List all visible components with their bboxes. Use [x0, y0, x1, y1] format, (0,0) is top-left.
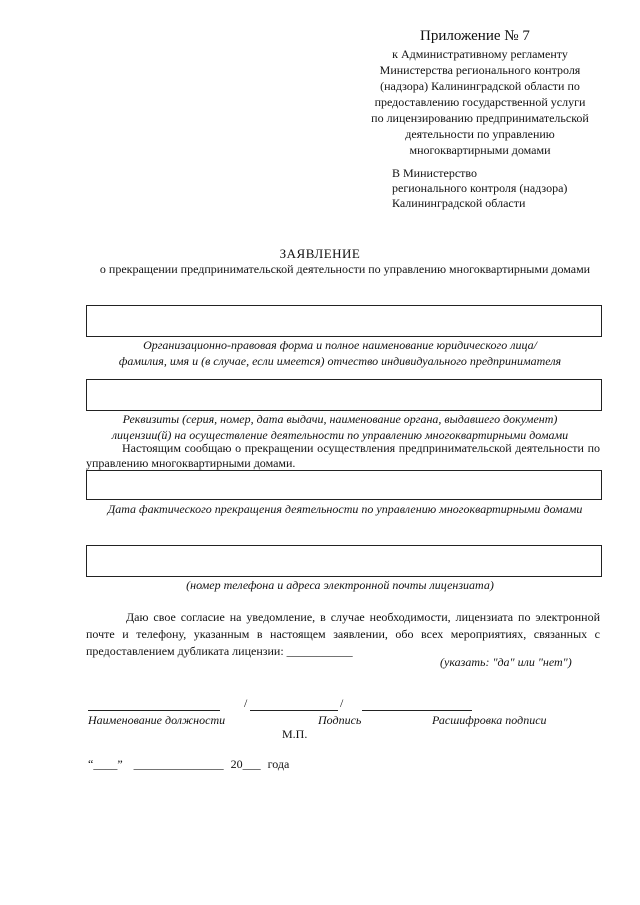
signature-slash-left: / [244, 696, 248, 710]
caption-line: Реквизиты (серия, номер, дата выдачи, наименование органа, выдавшего документ) [122, 412, 558, 426]
signature-label: Подпись [318, 713, 362, 727]
organization-name-caption [60, 337, 620, 369]
appendix-line: деятельности по управлению [405, 127, 555, 141]
decoding-line[interactable] [362, 710, 472, 711]
signature-slash-right: / [340, 696, 344, 710]
decoding-label: Расшифровка подписи [432, 713, 547, 727]
contacts-field[interactable] [86, 545, 602, 577]
date-line [88, 757, 289, 772]
appendix-reference [355, 46, 605, 158]
appendix-line: предоставлению государственной услуги [374, 95, 586, 109]
caption-line: фамилия, имя и (в случае, если имеется) отчество индивидуального предпринимателя [118, 354, 562, 368]
appendix-line: многоквартирными домами [409, 143, 551, 157]
appendix-line: к Административному регламенту [392, 47, 568, 61]
document-title: ЗАЯВЛЕНИЕ [279, 246, 361, 261]
contacts-caption: (номер телефона и адреса электронной почты лицензиата) [186, 578, 494, 592]
consent-text: Даю свое согласие на уведомление, в случае необходимости, лицензиата по электронной почте и телефону, указанным в настоящем заявлении, обо всех мероприятиях, связанных с предоставлением дубликата лицензии: ___________ [86, 610, 600, 658]
date-open-quote: “ [88, 757, 94, 771]
appendix-line: Министерства регионального контроля [379, 63, 581, 77]
document-subtitle: о прекращении предпринимательской деятельности по управлению многоквартирными домами [99, 262, 591, 276]
appendix-title: Приложение № 7 [420, 28, 530, 44]
addressee-line: регионального контроля (надзора) [392, 181, 568, 195]
termination-notice: Настоящим сообщаю о прекращении осуществления предпринимательской деятельности по управлению многоквартирными домами. [86, 441, 600, 470]
stamp-placeholder: М.П. [282, 727, 308, 741]
termination-date-caption: Дата фактического прекращения деятельности по управлению многоквартирными домами [107, 502, 583, 516]
caption-line: лицензии(й) на осуществление деятельности по управлению многоквартирными домами [111, 428, 569, 442]
addressee-line: В Министерство [392, 166, 477, 180]
license-details-field[interactable] [86, 379, 602, 411]
appendix-line: по лицензированию предпринимательской [371, 111, 589, 125]
termination-date-field[interactable] [86, 470, 602, 500]
position-label: Наименование должности [88, 713, 226, 727]
appendix-line: (надзора) Калининградской области по [380, 79, 580, 93]
date-close-quote: ” [117, 757, 123, 771]
date-day-blank[interactable]: ____ [93, 757, 118, 771]
date-year[interactable]: 20___ [230, 757, 261, 771]
organization-name-field[interactable] [86, 305, 602, 337]
consent-hint: (указать: "да" или "нет") [440, 655, 572, 669]
caption-line: Организационно-правовая форма и полное наименование юридического лица/ [143, 338, 537, 352]
date-year-word: года [267, 757, 290, 771]
position-line[interactable] [88, 710, 220, 711]
addressee-line: Калининградской области [392, 196, 526, 210]
date-month-blank[interactable]: _______________ [133, 757, 224, 771]
license-details-caption [60, 411, 620, 443]
signature-line[interactable] [250, 710, 338, 711]
addressee [392, 166, 567, 211]
